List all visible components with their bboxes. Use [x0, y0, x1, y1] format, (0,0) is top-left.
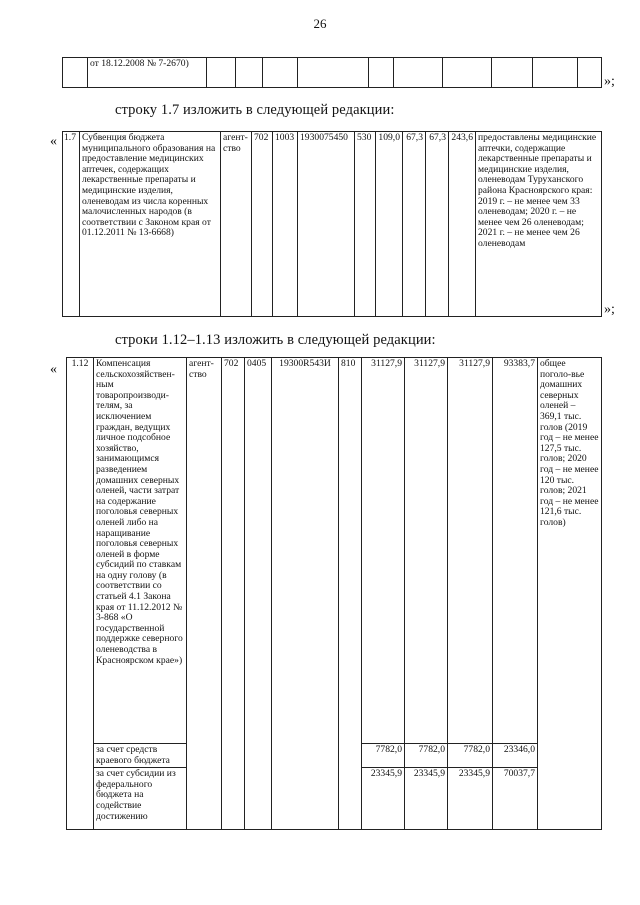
sub-value-2020: 7782,0 [405, 744, 448, 768]
table-row-1-12 [66, 357, 602, 830]
rzpr-code: 1003 [273, 132, 298, 317]
sub-value-2019: 23345,9 [362, 768, 405, 830]
sub-value-total: 70037,7 [493, 768, 538, 830]
row-number: 1.7 [63, 132, 80, 317]
value-2020: 67,3 [403, 132, 426, 317]
value-2019: 31127,9 [362, 358, 405, 744]
opening-quote: « [50, 134, 57, 149]
value-total: 243,6 [449, 132, 476, 317]
sub-value-2020: 23345,9 [405, 768, 448, 830]
row-number: 1.12 [67, 358, 94, 830]
closing-quote: »; [604, 302, 615, 317]
value-2020: 31127,9 [405, 358, 448, 744]
table-continuation [62, 57, 602, 88]
vr-code: 810 [339, 358, 362, 830]
value-total: 93383,7 [493, 358, 538, 744]
opening-quote: « [50, 362, 57, 377]
executor: агент-ство [221, 132, 252, 317]
vr-code: 530 [355, 132, 376, 317]
closing-quote: »; [604, 74, 615, 89]
value-2019: 109,0 [376, 132, 403, 317]
table-row [67, 358, 602, 744]
sub-row-name: за счет средств краевого бюджета [94, 744, 187, 768]
row-name: Компенсация сельскохозяйствен-ным товаропроизводи-телям, за исключением граждан, ведущих личное подсобное хозяйство, занимающимся разведением домашних северных оленей, части затрат на содержание поголовья северных оленей либо на наращивание поголовья северных оленей в форме субсидий по ставкам на одну голову (в соответствии со статьей 4.1 Закона края от 11.12.2012 № 3-868 «О государственной поддержке северного оленеводства в Красноярском крае») [94, 358, 187, 744]
sub-value-total: 23346,0 [493, 744, 538, 768]
sub-value-2021: 23345,9 [448, 768, 493, 830]
page-number: 26 [313, 16, 327, 31]
table-row-1-7 [62, 131, 602, 317]
sub-row-name: за счет субсидии из федерального бюджета на содействие достижению [94, 768, 187, 830]
sub-value-2021: 7782,0 [448, 744, 493, 768]
row-result: предоставлены медицинские аптечки, содержащие лекарственные препараты и медицинские изделия, оленеводам Туруханского района Красноярского края: 2019 г. – не менее чем 33 оленеводам; 2020 г. – не менее чем 26 оленеводам; 2021 г. – не менее чем 26 оленеводам [476, 132, 602, 317]
csr-code: 1930075450 [298, 132, 355, 317]
doc-reference: от 18.12.2008 № 7-2670) [88, 58, 207, 88]
grbs-code: 702 [222, 358, 245, 830]
heading-row-1-7: строку 1.7 изложить в следующей редакции: [115, 102, 395, 118]
heading-rows-1-12-1-13: строки 1.12–1.13 изложить в следующей редакции: [115, 332, 436, 348]
value-2021: 67,3 [426, 132, 449, 317]
sub-value-2019: 7782,0 [362, 744, 405, 768]
csr-code: 19300R543И [272, 358, 339, 830]
table-row [63, 58, 602, 88]
row-name: Субвенция бюджета муниципального образования на предоставление медицинских аптечек, содержащих лекарственные препараты и медицинские изделия, оленеводам из числа коренных малочисленных народов (в соответствии с Законом края от 01.12.2011 № 13-6668) [80, 132, 221, 317]
rzpr-code: 0405 [245, 358, 272, 830]
row-result: общее поголо-вье домашних северных оленей – 369,1 тыс. голов (2019 год – не менее 127,5 тыс. голов; 2020 год – не менее 120 тыс. голов; 2021 год – не менее 121,6 тыс. голов) [538, 358, 602, 830]
grbs-code: 702 [252, 132, 273, 317]
executor: агент-ство [187, 358, 222, 830]
value-2021: 31127,9 [448, 358, 493, 744]
table-row [63, 132, 602, 317]
